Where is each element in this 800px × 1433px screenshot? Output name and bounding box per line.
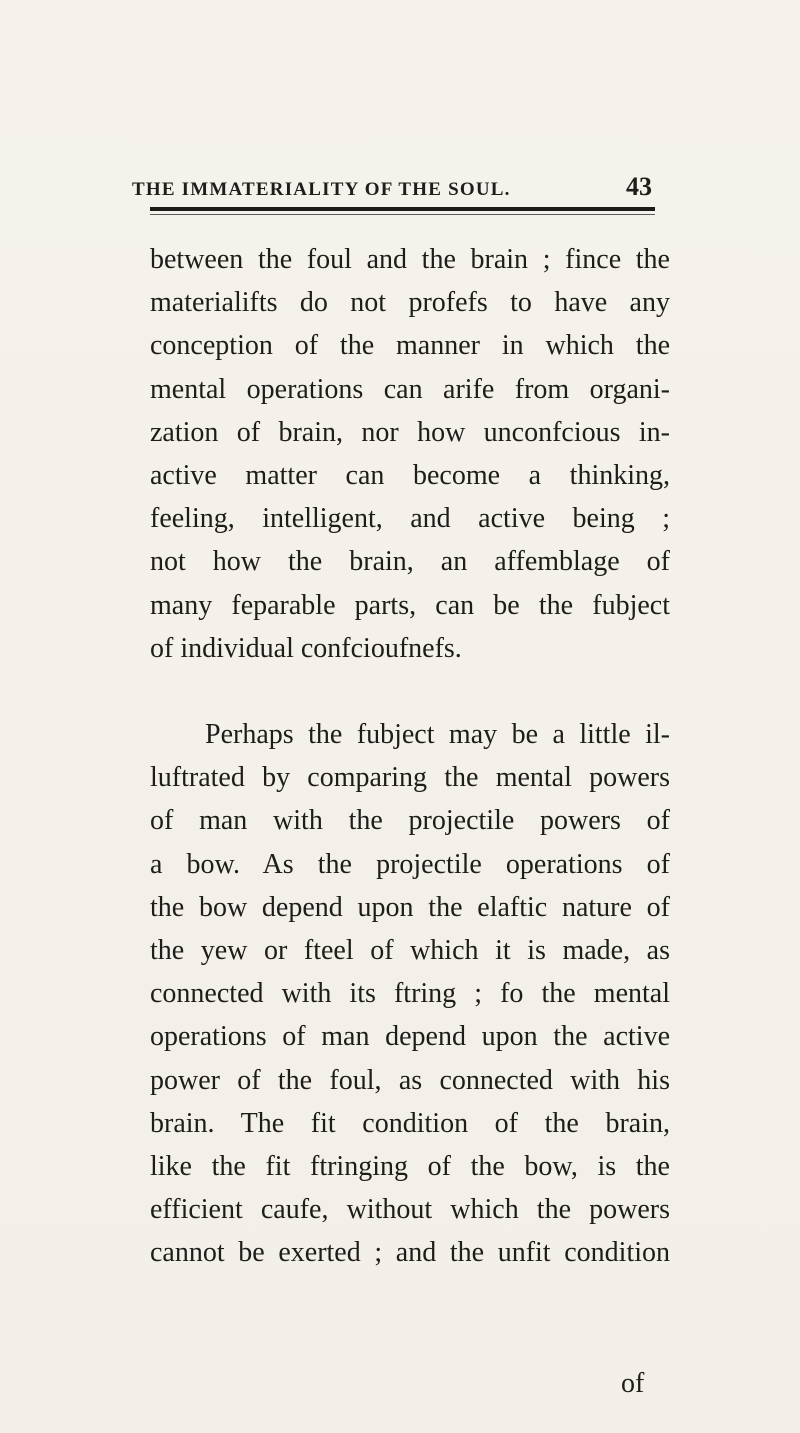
catchword: of <box>621 1368 645 1399</box>
paragraph-line: the yew or fteel of which it is made, as <box>150 935 670 967</box>
paragraph-line: brain. The fit condition of the brain, <box>150 1107 670 1139</box>
paragraph-line: many feparable parts, can be the fubject <box>150 589 670 621</box>
paragraph-line: not how the brain, an affemblage of <box>150 546 670 578</box>
paragraph-line: active matter can become a thinking, <box>150 460 670 492</box>
paragraph-line: power of the foul, as connected with his <box>150 1064 670 1096</box>
body-text <box>150 238 670 1275</box>
paragraph-line: of individual confcioufnefs. <box>150 632 462 664</box>
paragraph-line: connected with its ftring ; fo the mental <box>150 978 670 1010</box>
running-head <box>132 172 652 202</box>
paragraph-line: between the foul and the brain ; fince the <box>150 244 670 275</box>
paragraph-line: feeling, intelligent, and active being ; <box>150 503 670 535</box>
paragraph-line: like the fit ftringing of the bow, is the <box>150 1151 670 1183</box>
paragraph-line: operations of man depend upon the active <box>150 1021 670 1053</box>
paragraph-line: the bow depend upon the elaftic nature of <box>150 891 670 923</box>
paragraph-line: conception of the manner in which the <box>150 330 670 362</box>
paragraph-line: of man with the projectile powers of <box>150 805 670 837</box>
paragraph-line: a bow. As the projectile operations of <box>150 848 670 880</box>
paragraph-line: luftrated by comparing the mental powers <box>150 762 670 794</box>
paragraph-line: mental operations can arife from organi- <box>150 373 670 405</box>
paragraph-line: Perhaps the fubject may be a little il- <box>205 719 670 751</box>
paragraph-line: materialifts do not profefs to have any <box>150 287 670 319</box>
page-number: 43 <box>626 172 652 201</box>
paragraph-line: cannot be exerted ; and the unfit condition <box>150 1237 670 1269</box>
paragraph-line: efficient caufe, without which the powers <box>150 1194 670 1226</box>
header-rule-thin <box>150 214 655 215</box>
paragraph-1 <box>150 238 670 670</box>
header-rule-thick <box>150 207 655 211</box>
paragraph-2 <box>150 713 670 1275</box>
paragraph-line: zation of brain, nor how unconfcious in- <box>150 416 670 448</box>
running-title: THE IMMATERIALITY OF THE SOUL. <box>132 179 511 200</box>
